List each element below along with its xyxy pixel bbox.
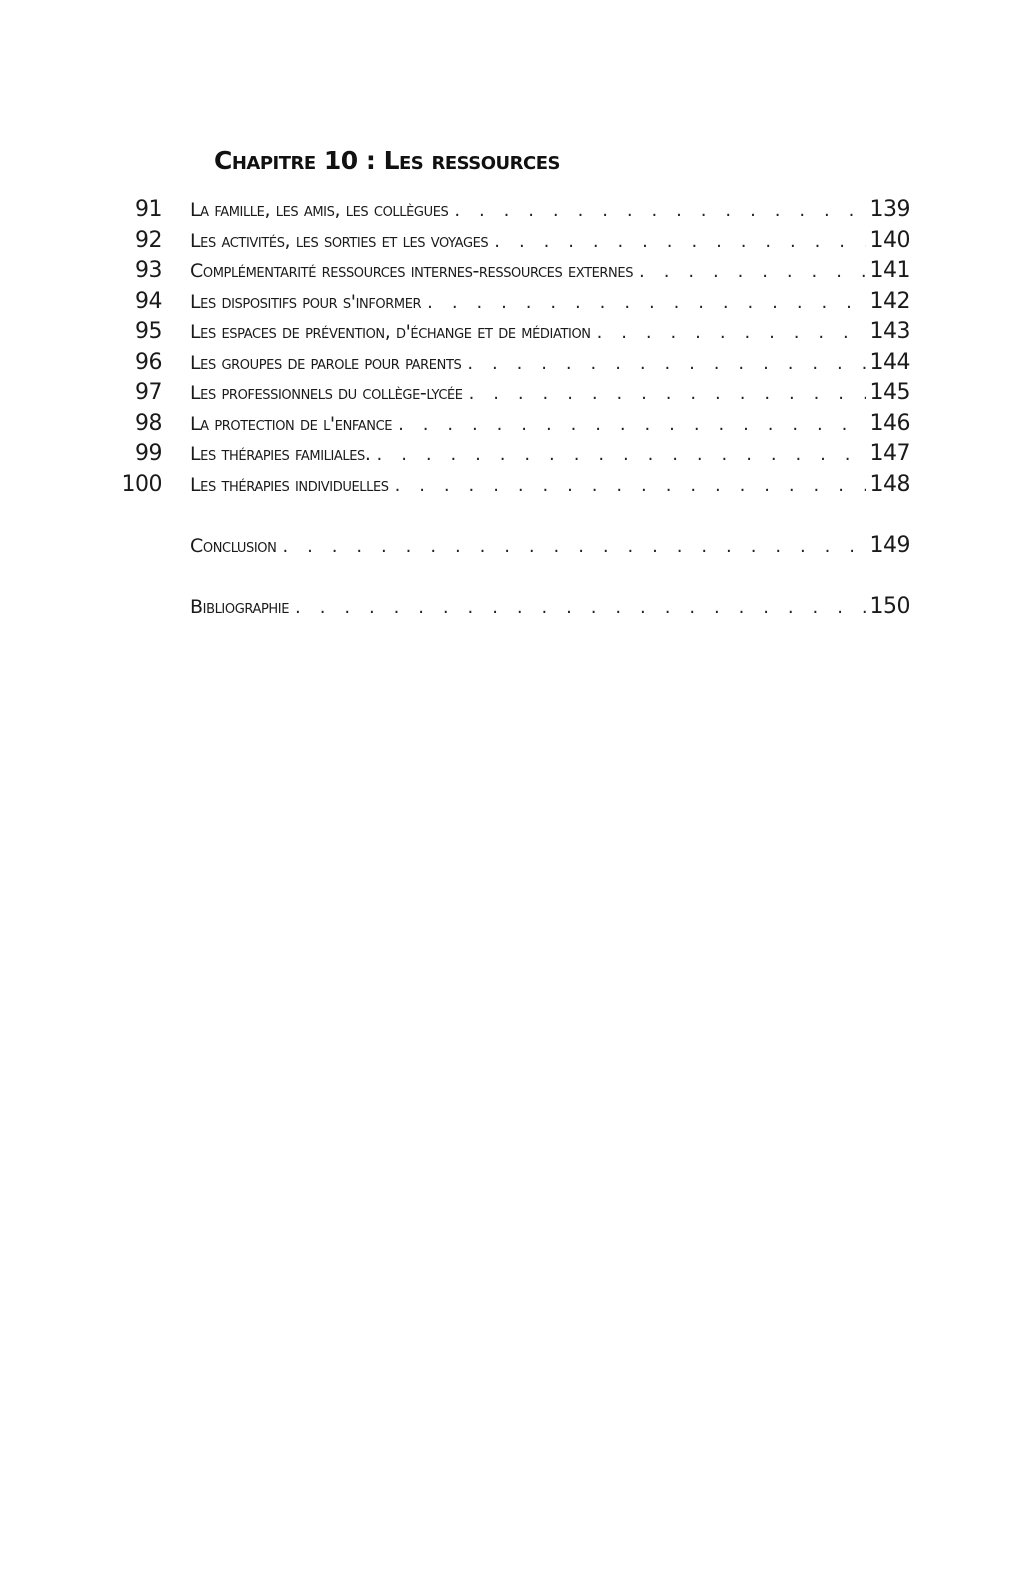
entry-page: 148 bbox=[869, 471, 910, 497]
toc-entry-conclusion[interactable] bbox=[110, 533, 910, 564]
dot-leader bbox=[377, 444, 866, 465]
entry-title: Complémentarité ressources internes-ressources externes bbox=[190, 260, 634, 282]
entry-title: Conclusion bbox=[190, 534, 277, 557]
entry-page: 147 bbox=[869, 441, 910, 466]
entry-number: 95 bbox=[135, 319, 162, 344]
dot-leader bbox=[469, 383, 866, 404]
toc-entry-95[interactable] bbox=[110, 319, 910, 350]
toc-entry-93[interactable] bbox=[110, 258, 910, 289]
entry-page: 142 bbox=[869, 288, 910, 314]
toc-entry-100[interactable] bbox=[110, 472, 910, 503]
dot-leader bbox=[494, 231, 865, 252]
entry-number: 94 bbox=[135, 288, 162, 314]
entry-page: 149 bbox=[869, 532, 910, 558]
entry-title: Les thérapies familiales. bbox=[190, 443, 371, 465]
entry-page: 150 bbox=[869, 593, 910, 619]
table-of-contents bbox=[110, 197, 910, 624]
dot-leader bbox=[467, 353, 865, 374]
entry-number: 98 bbox=[135, 410, 162, 436]
entry-number: 97 bbox=[135, 380, 162, 405]
entry-title: Les thérapies individuelles bbox=[190, 473, 389, 496]
entry-number: 92 bbox=[135, 227, 162, 253]
toc-entry-bibliography[interactable] bbox=[110, 594, 910, 625]
entry-page: 144 bbox=[869, 349, 910, 375]
entry-number: 96 bbox=[135, 349, 162, 375]
entry-number: 100 bbox=[121, 471, 162, 497]
toc-entry-91[interactable] bbox=[110, 197, 910, 228]
entry-page: 140 bbox=[869, 227, 910, 253]
entry-title: La protection de l'enfance bbox=[190, 412, 393, 435]
section-spacer bbox=[110, 502, 910, 533]
dot-leader bbox=[395, 475, 866, 496]
entry-title: Bibliographie bbox=[190, 595, 290, 618]
entry-number: 91 bbox=[135, 197, 162, 222]
toc-entry-97[interactable] bbox=[110, 380, 910, 411]
dot-leader bbox=[427, 292, 865, 313]
entry-title: Les groupes de parole pour parents bbox=[190, 351, 462, 374]
entry-page: 141 bbox=[869, 258, 910, 283]
entry-title: Les espaces de prévention, d'échange et de médiation bbox=[190, 321, 591, 343]
dot-leader bbox=[597, 322, 866, 343]
toc-entry-96[interactable] bbox=[110, 350, 910, 381]
entry-title: Les professionnels du collège-lycée bbox=[190, 382, 463, 404]
entry-page: 145 bbox=[869, 380, 910, 405]
entry-page: 139 bbox=[869, 197, 910, 222]
toc-entry-92[interactable] bbox=[110, 228, 910, 259]
chapter-title: Chapitre 10 : Les ressources bbox=[214, 146, 560, 175]
dot-leader bbox=[454, 200, 865, 221]
toc-entry-94[interactable] bbox=[110, 289, 910, 320]
entry-title: Les dispositifs pour s'informer bbox=[190, 290, 422, 313]
dot-leader bbox=[295, 597, 865, 618]
entry-page: 143 bbox=[869, 319, 910, 344]
dot-leader bbox=[398, 414, 865, 435]
entry-title: La famille, les amis, les collègues bbox=[190, 199, 449, 221]
entry-page: 146 bbox=[869, 410, 910, 436]
dot-leader bbox=[282, 536, 865, 557]
entry-number: 93 bbox=[135, 258, 162, 283]
entry-title: Les activités, les sorties et les voyages bbox=[190, 229, 489, 252]
dot-leader bbox=[639, 261, 865, 282]
toc-entry-98[interactable] bbox=[110, 411, 910, 442]
section-spacer bbox=[110, 563, 910, 594]
toc-entry-99[interactable] bbox=[110, 441, 910, 472]
entry-number: 99 bbox=[135, 441, 162, 466]
